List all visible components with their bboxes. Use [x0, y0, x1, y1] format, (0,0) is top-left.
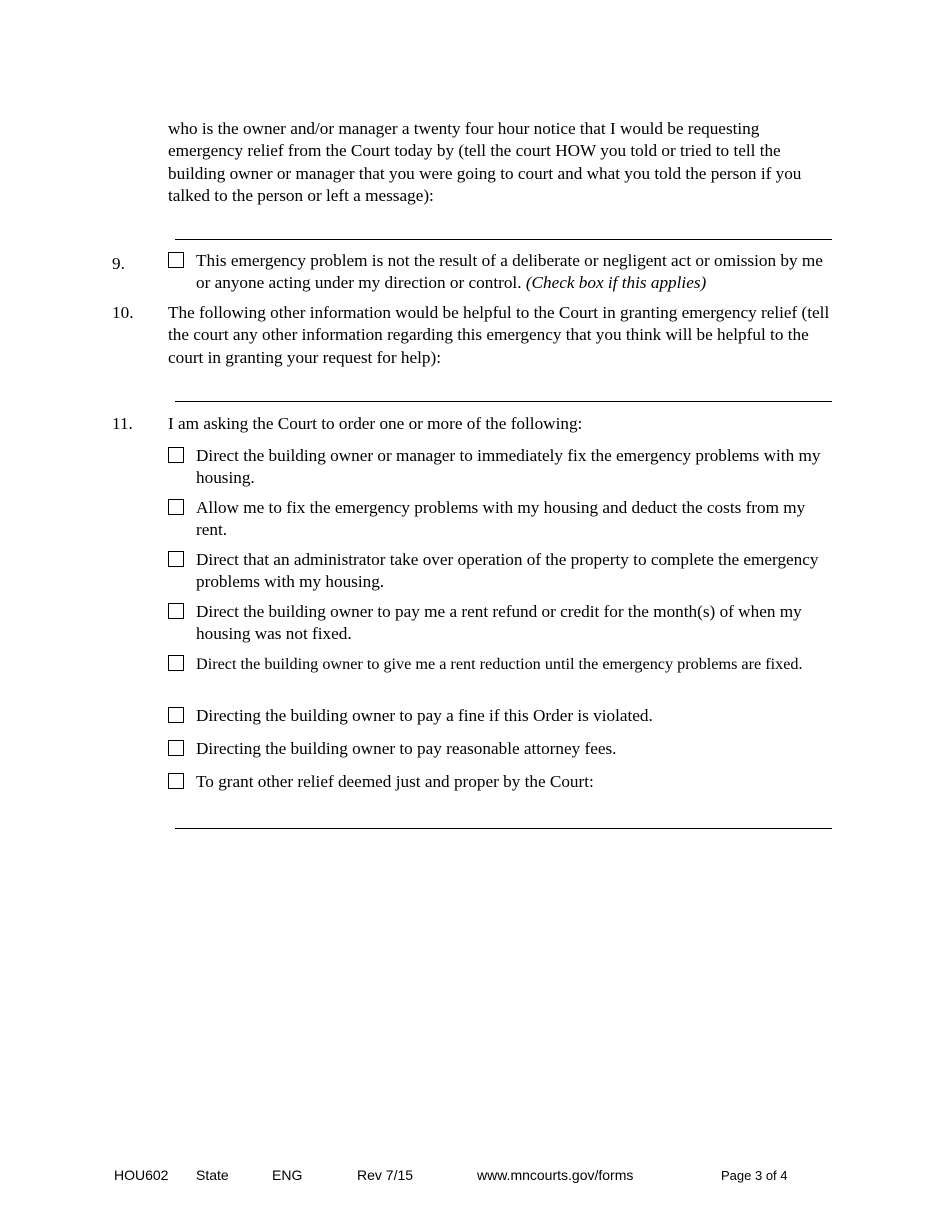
- item-10-text: The following other information would be helpful to the Court in granting emergency relief (tell the court any other information regarding this emergency that you think will be helpful to the court in granting your request for help):: [168, 303, 830, 367]
- option-checkbox-deduct-costs[interactable]: [168, 499, 184, 515]
- option-label: Direct that an administrator take over operation of the property to complete the emergency problems with my housing.: [196, 550, 819, 592]
- option-checkbox-administrator[interactable]: [168, 551, 184, 567]
- item-9-statement: This emergency problem is not the result of a deliberate or negligent act or omission by me or anyone acting under my direction or control.: [196, 251, 823, 293]
- item-10-answer-line[interactable]: [175, 401, 832, 402]
- footer-language: ENG: [272, 1167, 303, 1183]
- option-checkbox-attorney-fees[interactable]: [168, 740, 184, 756]
- item-11-text: I am asking the Court to order one or more of the following:: [168, 414, 583, 433]
- intro-answer-line[interactable]: [175, 239, 832, 240]
- option-checkbox-rent-reduction[interactable]: [168, 655, 184, 671]
- option-label: Directing the building owner to pay reasonable attorney fees.: [196, 739, 617, 758]
- option-label: Directing the building owner to pay a fine if this Order is violated.: [196, 706, 653, 725]
- option-row: [168, 705, 838, 727]
- option-row: [168, 653, 838, 675]
- item-9-checkbox[interactable]: [168, 252, 184, 268]
- footer-jurisdiction: State: [196, 1167, 229, 1183]
- option-label: Direct the building owner to give me a rent reduction until the emergency problems are fixed.: [196, 655, 803, 673]
- footer-revision: Rev 7/15: [357, 1167, 414, 1183]
- option-row: [168, 771, 838, 793]
- option-row: [168, 738, 838, 760]
- option-label: Direct the building owner or manager to immediately fix the emergency problems with my housing.: [196, 446, 821, 488]
- option-checkbox-rent-refund[interactable]: [168, 603, 184, 619]
- intro-paragraph: who is the owner and/or manager a twenty four hour notice that I would be requesting emergency relief from the Court today by (tell the court HOW you told or tried to tell the building owner or manager that you were going to court and what you told the person if you talked to the person or left a message):: [168, 119, 802, 206]
- footer-form-id: HOU602: [114, 1167, 169, 1183]
- item-9-hint: (Check box if this applies): [525, 273, 707, 293]
- option-row: [168, 601, 838, 646]
- item-9-text: [196, 250, 838, 295]
- option-row: [168, 497, 838, 542]
- option-row: [168, 445, 838, 490]
- option-label: Allow me to fix the emergency problems with my housing and deduct the costs from my rent.: [196, 498, 806, 540]
- option-checkbox-fine[interactable]: [168, 707, 184, 723]
- option-checkbox-other-relief[interactable]: [168, 773, 184, 789]
- footer-page-number: Page 3 of 4: [721, 1168, 788, 1183]
- item-11-number: 11.: [112, 414, 133, 433]
- item-10-number: 10.: [112, 303, 134, 322]
- item-9-number: 9.: [112, 254, 125, 273]
- option-label: To grant other relief deemed just and proper by the Court:: [196, 772, 594, 791]
- option-label: Direct the building owner to pay me a rent refund or credit for the month(s) of when my housing was not fixed.: [196, 602, 802, 644]
- item-9-row: [168, 250, 838, 295]
- other-relief-answer-line[interactable]: [175, 828, 832, 829]
- footer-website[interactable]: www.mncourts.gov/forms: [477, 1167, 634, 1183]
- option-checkbox-fix-problems[interactable]: [168, 447, 184, 463]
- option-row: [168, 549, 838, 594]
